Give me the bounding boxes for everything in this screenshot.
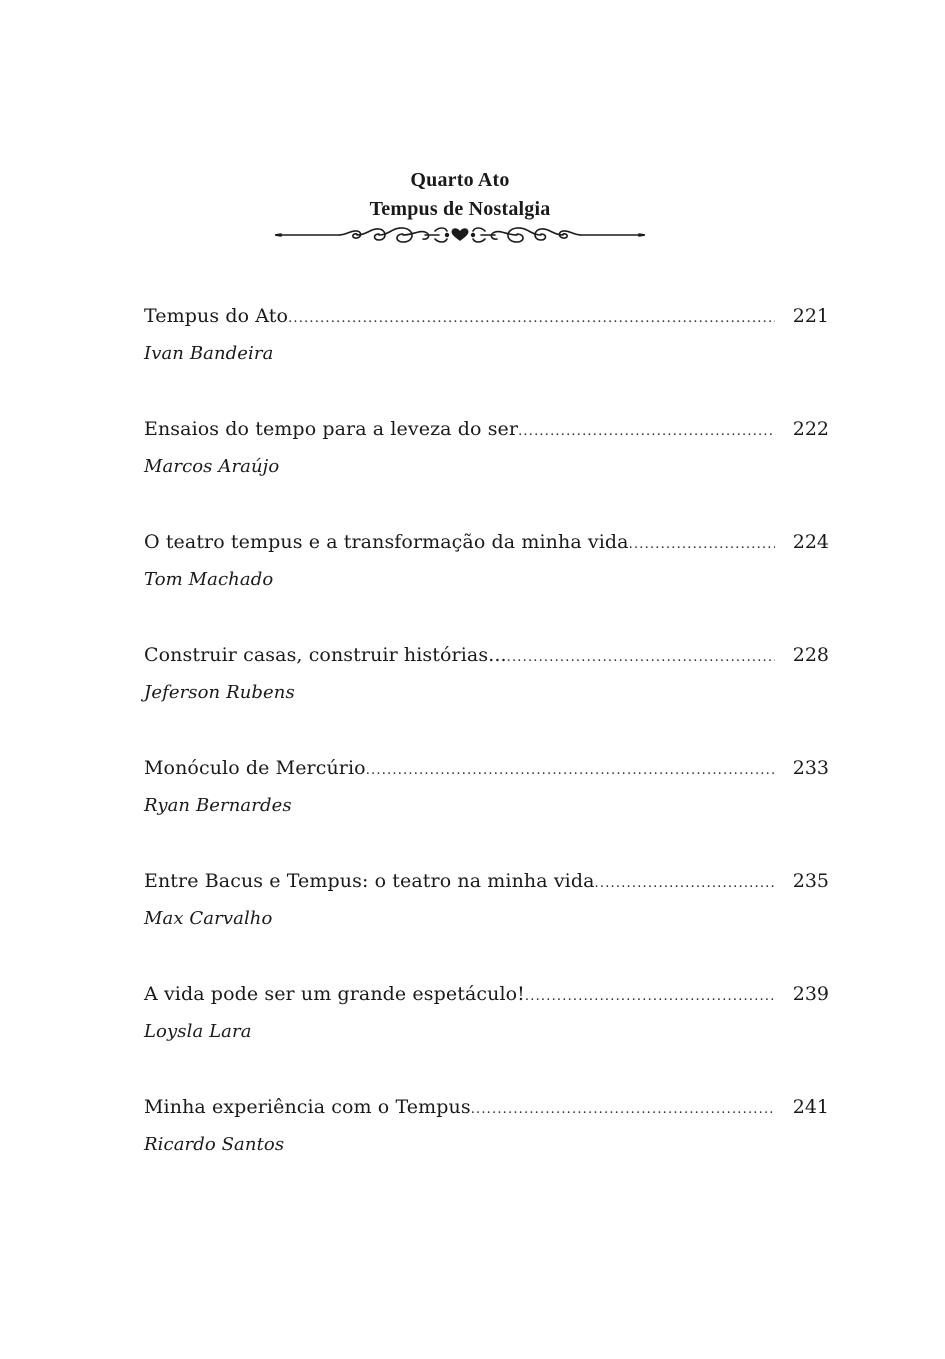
toc-entry [144,1096,829,1209]
toc-entry-title: O teatro tempus e a transformação da minha vida [144,531,629,553]
toc-entry [144,531,829,644]
toc-entry-author: Ivan Bandeira [144,343,274,364]
flourish-divider-icon [275,222,645,248]
section-title: Quarto Ato [410,169,510,191]
toc-entry-line [144,305,829,337]
toc-entry-title: Ensaios do tempo para a leveza do ser [144,418,519,440]
toc-dot-leader [629,537,775,552]
toc-dot-leader [525,989,775,1004]
toc-entry-page-number: 235 [792,870,829,892]
toc-entry-line [144,870,829,902]
section-header [0,166,920,224]
section-subtitle: Tempus de Nostalgia [369,198,551,220]
toc-dot-leader [288,311,775,326]
toc-entry-line [144,644,829,676]
toc-entry [144,757,829,870]
toc-entry [144,644,829,757]
toc-entry-author: Jeferson Rubens [144,682,295,703]
toc-entry-page-number: 224 [792,531,829,553]
toc-entry-author: Loysla Lara [144,1021,252,1042]
toc-entry [144,418,829,531]
toc-entry-title: Monóculo de Mercúrio [144,757,366,779]
toc-entry-author: Max Carvalho [144,908,273,929]
toc-entry-page-number: 222 [792,418,829,440]
toc-entry-author: Marcos Araújo [144,456,280,477]
toc-entry-page-number: 239 [792,983,829,1005]
toc-entry-line [144,757,829,789]
toc-entry-line [144,983,829,1015]
toc-entry [144,305,829,418]
toc-entry-author: Ryan Bernardes [144,795,292,816]
toc-entry-title: Construir casas, construir histórias... [144,644,507,666]
toc-entry-title: Minha experiência com o Tempus [144,1096,471,1118]
toc-entry-page-number: 221 [792,305,829,327]
toc-entry-author: Ricardo Santos [144,1134,285,1155]
toc-dot-leader [471,1102,775,1117]
toc-entry-title: A vida pode ser um grande espetáculo! [144,983,525,1005]
toc-entry-title: Entre Bacus e Tempus: o teatro na minha vida [144,870,595,892]
toc-entry-line [144,418,829,450]
toc-entry-page-number: 233 [792,757,829,779]
toc-entry-title: Tempus do Ato [144,305,289,327]
toc-entry-line [144,1096,829,1128]
toc-entry [144,983,829,1096]
toc-entry-line [144,531,829,563]
table-of-contents [144,305,829,1209]
toc-entry [144,870,829,983]
toc-dot-leader [507,650,775,665]
toc-dot-leader [595,876,775,891]
toc-entry-page-number: 228 [792,644,829,666]
toc-entry-page-number: 241 [792,1096,829,1118]
toc-entry-author: Tom Machado [144,569,274,590]
toc-dot-leader [366,763,775,778]
toc-dot-leader [518,424,775,439]
